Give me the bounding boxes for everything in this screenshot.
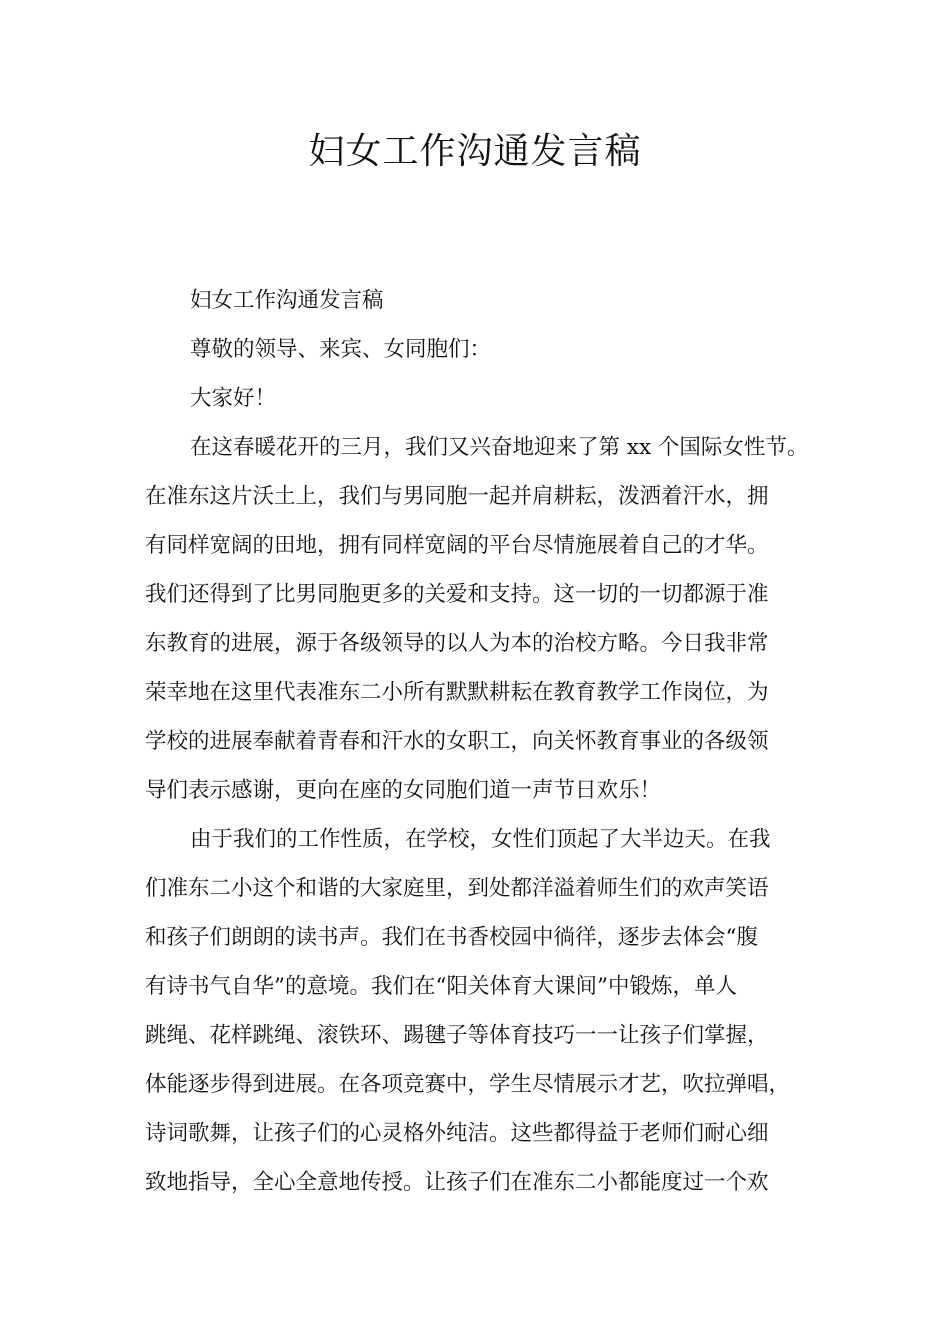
- paragraph-2-line-7: 诗词歌舞，让孩子们的心灵格外纯洁。这些都得益于老师们耐心细: [145, 1121, 769, 1146]
- document-body: [145, 276, 835, 1207]
- paragraph-2-line-8: 致地指导，全心全意地传授。让孩子们在准东二小都能度过一个欢: [145, 1170, 769, 1195]
- paragraph-2-line-5: 跳绳、花样跳绳、滚铁环、踢毽子等体育技巧一一让孩子们掌握，: [145, 1023, 769, 1048]
- paragraph-1-line-2: 在准东这片沃土上，我们与男同胞一起并肩耕耘，泼洒着汗水，拥: [145, 484, 769, 509]
- paragraph-1-line-7: 学校的进展奉献着青春和汗水的女职工，向关怀教育事业的各级领: [145, 729, 769, 754]
- paragraph-1-line-4: 我们还得到了比男同胞更多的关爱和支持。这一切的一切都源于准: [145, 582, 769, 607]
- paragraph-2-line-4: 有诗书气自华”的意境。我们在“阳关体育大课间”中锻炼，单人: [145, 974, 737, 999]
- document-title: 妇女工作沟通发言稿: [308, 131, 642, 172]
- paragraph-1-line-3: 有同样宽阔的田地，拥有同样宽阔的平台尽情施展着自己的才华。: [145, 533, 769, 558]
- paragraph-2-line-6: 体能逐步得到进展。在各项竞赛中，学生尽情展示才艺，吹拉弹唱，: [145, 1072, 791, 1097]
- paragraph-2-line-3: 和孩子们朗朗的读书声。我们在书香校园中徜徉，逐步去体会“腹: [145, 925, 758, 950]
- subtitle-line: 妇女工作沟通发言稿: [190, 288, 384, 313]
- paragraph-1-line-5: 东教育的进展，源于各级领导的以人为本的治校方略。今日我非常: [145, 631, 769, 656]
- salutation-line: 尊敬的领导、来宾、女同胞们：: [190, 337, 492, 362]
- paragraph-1-line-1: 在这春暖花开的三月，我们又兴奋地迎来了第 xx 个国际女性节。: [190, 435, 809, 460]
- paragraph-2-line-2: 们准东二小这个和谐的大家庭里，到处都洋溢着师生们的欢声笑语: [145, 876, 769, 901]
- paragraph-2-line-1: 由于我们的工作性质，在学校，女性们顶起了大半边天。在我: [190, 827, 771, 852]
- greeting-line: 大家好！: [190, 386, 277, 411]
- paragraph-1-line-6: 荣幸地在这里代表准东二小所有默默耕耘在教育教学工作岗位，为: [145, 680, 769, 705]
- paragraph-1-line-8: 导们表示感谢，更向在座的女同胞们道一声节日欢乐！: [145, 778, 662, 803]
